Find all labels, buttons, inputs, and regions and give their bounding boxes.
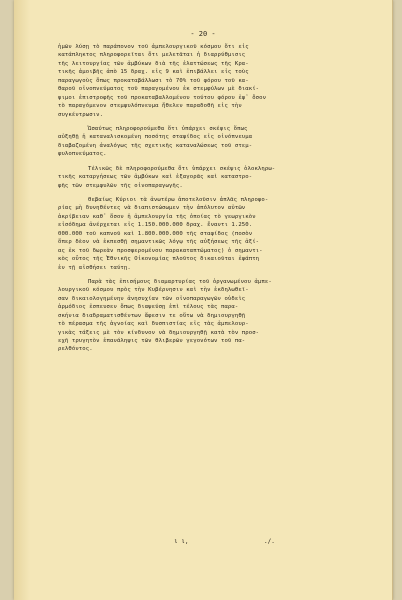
text-line: ἀρμόδιος ἐσπευσεν ὅπως διαψεύσῃ ἐπὶ τέλους τὰς παρα- (58, 304, 239, 311)
text-line: τικῆς ἀμοιβῆς ἀπὸ 15 δραχ. εἰς 9 καὶ ἐπιβάλλει εἰς τοὺς (58, 69, 249, 76)
text-line: διαβαζομένη ἀναλόγως τῆς σχετικῆς καταναλώσεως τοῦ στεμ- (58, 142, 253, 149)
text-line: ρελθόντος. (58, 346, 93, 353)
text-line: εχῆ τρυγητὸν ἐπανάληψις τῶν θλιβερῶν γεγονότων τοῦ πα- (58, 338, 246, 344)
text-line: ἡμῶν λύσῃ τὸ παράπονον τοῦ ἀμπελουργικοῦ κόσμου ὅτι εἰς (58, 44, 249, 50)
text-line: συγκέντρωσιν. (58, 111, 104, 118)
paragraph (58, 165, 374, 190)
text-line: τὸ πέρασμα τῆς ἀγνοίας καὶ δυσπιστίας εἰς τὰς ἀμπελουρ- (58, 321, 249, 328)
text-line: τῆς λειτουργίας τῶν ἀμβύκων διὰ τῆς ἐλαττώσεως τῆς Κρα- (58, 60, 249, 67)
text-line: Θεβαίως Κύριοι τὰ ἀνωτέρω ἀποτελοῦσιν ἁπλᾶς πληροφο- (88, 197, 269, 203)
continuation-mark: ./. (264, 538, 275, 545)
text-line: γικὰς τάξεις μὲ τὸν κίνδυνον νὰ δημιουργηθῇ κατὰ τὸν προσ- (58, 329, 260, 336)
text-line: ας ἐκ τοῦ δωρεὰν προσφερομένου παρακαταπτώματος) ὁ σημαντι- (58, 247, 263, 254)
page-number: - 20 - (190, 30, 216, 38)
text-line: τὸ παραγόμενον στεμφυλόπνευμα ἤθελεν παραδοθῆ εἰς τὴν (58, 103, 242, 110)
text-line: φῆς τῶν στεμφυλῶν τῆς οἰνοπαραγωγῆς. (58, 182, 183, 189)
paragraph (58, 43, 374, 119)
text-line: ἀκρίβειαν καθ᾽ ὅσον ἡ ἀμπελουργία τῆς ὁποίας τὸ γεωργικὸν (58, 213, 256, 220)
text-line: ἐν τῇ αἰσθήσει ταύτῃ. (58, 264, 131, 271)
page-binding-shadow (14, 0, 30, 600)
paragraph (58, 196, 374, 272)
text-line: ὅπερ δὲον νὰ ἐκπεσθῇ σημαντικῶς λόγῳ τῆς αὐξήσεως τῆς ἀξί- (58, 239, 260, 246)
closing-mark: ι ι, (174, 538, 189, 545)
text-line: κὸς οὗτος τῆς Ἐθνικῆς Οἰκονομίας πλοῦτος δικαιοῦται ἐφάπτη (58, 256, 260, 263)
paragraph (58, 278, 374, 354)
document-page (14, 0, 393, 600)
text-line: Ὡσαύτως πληροφορούμεθα ὅτι ὑπάρχει σκέψις ὅπως (88, 125, 248, 132)
text-line: σαν δικαιολογημένην ἀνησυχίαν τῶν οἰνοπαραγωγῶν οὐδεὶς (58, 295, 246, 302)
text-line: θαροῦ οἰνοπνεύματος τοῦ παραγομένου ἐκ στεμφύλων μὲ διακί- (58, 86, 260, 93)
text-line: εἰσόδημα ἀνέρχεται εἰς 1.150.000.000 δραχ. ἔναντι 1.250. (58, 222, 253, 229)
text-line: τικῆς καταργήσεως τῶν ἀμβύκων καὶ ἐξαγορᾶς καὶ καταστρο- (58, 174, 253, 181)
text-line: παραγωγοὺς ὅπως προκαταβάλλωσι τὸ 70% τοῦ φόρου τοῦ κα- (58, 77, 249, 84)
text-line: Τέλικῶς δὲ πληροφορούμεθα ὅτι ὑπάρχει σκέψις ὁλοκληρω- (88, 165, 276, 172)
text-line: κατάπληκτος πληροφορεῖται ὅτι μελετᾶται ἡ διαρρύθμισις (58, 52, 246, 59)
text-line: Παρὰ τὰς ἐπισήμους διαμαρτυρίας τοῦ ὀργανωμένου ἀμπε- (88, 278, 272, 285)
text-line: σκήνια διαδραματισθέντων ἄφεσιν τε οὕτω νὰ δημιουργηθῇ (58, 312, 246, 319)
paragraph (58, 125, 374, 159)
body-text (58, 43, 374, 354)
text-line: αὐξηθῇ ἡ καταναλισκομένη ποσότης σταφίδος εἰς οἰνόπνευμα (58, 134, 253, 141)
text-line: ρίας μὴ δυνηθέντες νὰ διαπιστώσωμεν τὴν ἀπόλυτον αὐτῶν (58, 205, 246, 212)
text-line: φυλοπνεύματος. (58, 151, 107, 158)
text-line: ψιμοι ἐπιστροφῆς τοῦ προκαταβαλλομένου τούτου φόρου ἐφ᾽ ὅσον (58, 94, 267, 101)
text-line: 000.000 τοῦ καπνοῦ καὶ 1.800.000.000 τῆς σταφίδος (ποσὸν (58, 230, 253, 237)
text-line: λουργικοῦ κόσμου πρὸς τὴν Κυβέρνησιν καὶ τὴν ἐκδηλωθεῖ- (58, 287, 249, 294)
